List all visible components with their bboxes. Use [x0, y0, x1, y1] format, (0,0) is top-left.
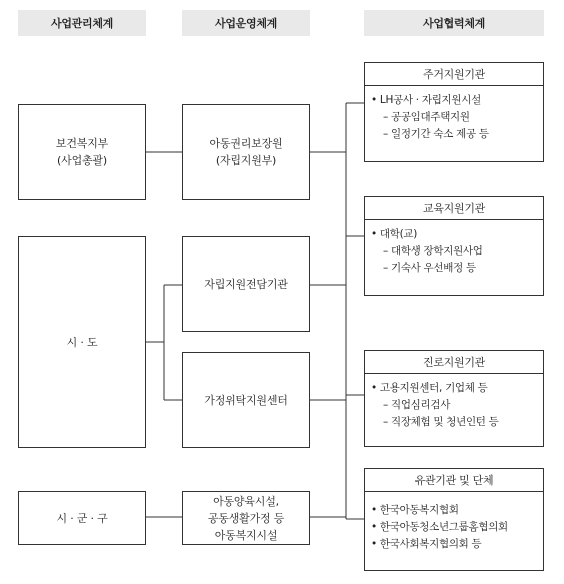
header-cooperation: 사업협력체계 [364, 10, 544, 36]
city-label: 시 · 군 · 구 [56, 511, 108, 525]
education-support-item: • 대학(교) [371, 228, 418, 240]
housing-support-item: • LH공사 · 자립지원시설 [371, 94, 481, 106]
foster-center-label: 가정위탁지원센터 [204, 393, 288, 407]
ministry-role: (사업총괄) [57, 154, 107, 167]
related-org-item-1: • 한국아동복지협회 [371, 504, 459, 516]
education-support-box [364, 196, 544, 296]
header-operation: 사업운영체계 [182, 10, 310, 36]
career-support-box [364, 350, 544, 447]
foster-center-box [182, 352, 310, 448]
province-label: 시 · 도 [66, 335, 98, 349]
career-support-item: • 고용지원센터, 기업체 등 [371, 382, 488, 394]
city-box [18, 491, 146, 545]
career-support-title: 진로지원기관 [365, 351, 543, 374]
child-facilities-box [182, 491, 310, 545]
related-org-item-2: • 한국아동청소년그룹홈협의회 [371, 521, 508, 533]
education-support-sub1: – 대학생 장학지원사업 [383, 245, 483, 257]
rights-agency-box [182, 104, 310, 200]
related-orgs-title: 유관기관 및 단체 [365, 469, 543, 492]
child-facilities-line1: 아동양육시설, [213, 494, 279, 508]
child-facilities-line2: 공동생활가정 등 [207, 511, 285, 525]
province-box [18, 236, 146, 448]
independence-center-box [182, 236, 310, 332]
career-support-sub2: – 직장체험 및 청년인턴 등 [383, 416, 499, 428]
ministry-name: 보건복지부 [55, 137, 109, 150]
ministry-box [18, 104, 146, 200]
housing-support-sub2: – 일정기간 숙소 제공 등 [383, 128, 489, 140]
education-support-sub2: – 기숙사 우선배정 등 [383, 262, 476, 274]
rights-agency-name: 아동권리보장원 [209, 137, 283, 150]
header-management: 사업관리체계 [18, 10, 146, 36]
housing-support-sub1: – 공공임대주택지원 [383, 111, 470, 123]
child-facilities-line3: 아동복지시설 [214, 528, 278, 542]
housing-support-title: 주거지원기관 [365, 63, 543, 86]
education-support-title: 교육지원기관 [365, 197, 543, 220]
housing-support-box [364, 62, 544, 162]
related-orgs-box [364, 468, 544, 571]
independence-center-label: 자립지원전담기관 [204, 277, 288, 291]
rights-agency-dept: (자립지원부) [215, 154, 277, 167]
related-org-item-3: • 한국사회복지협의회 등 [371, 538, 482, 550]
career-support-sub1: – 직업심리검사 [383, 399, 451, 411]
